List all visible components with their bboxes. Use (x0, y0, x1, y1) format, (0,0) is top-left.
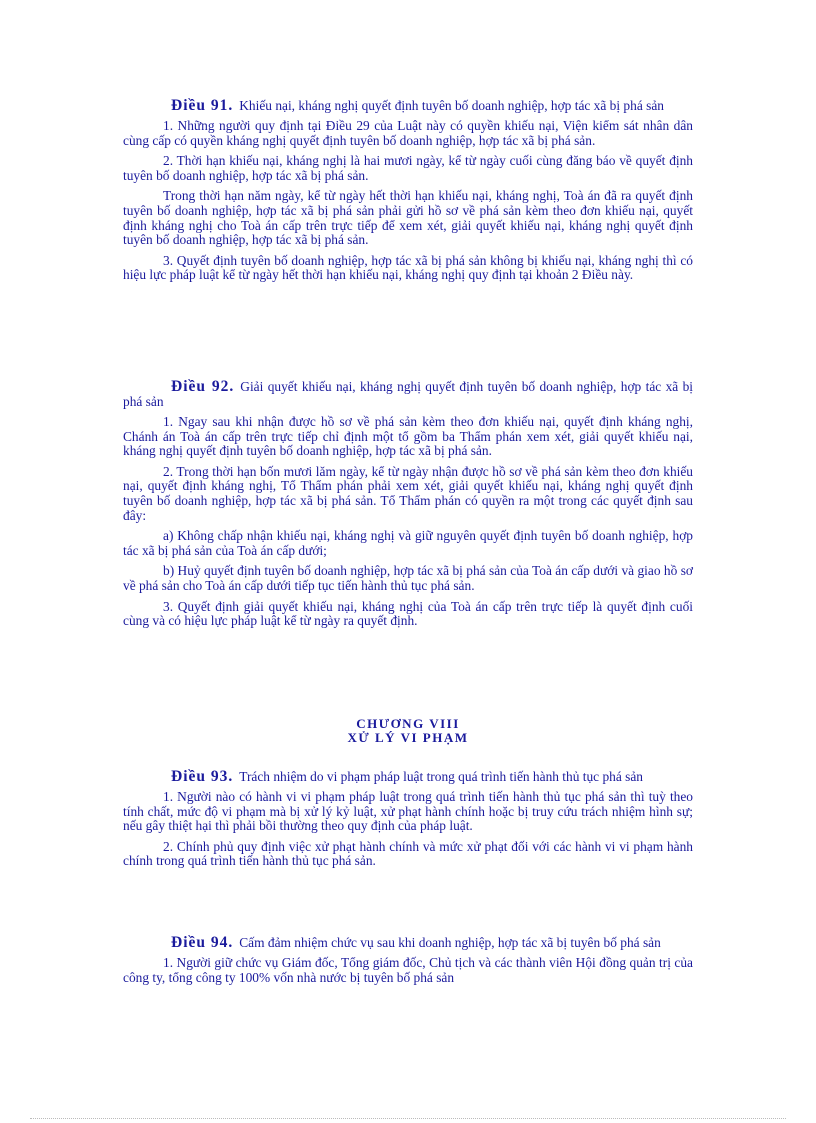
paragraph: 3. Quyết định giải quyết khiếu nại, kháng nghị của Toà án cấp trên trực tiếp là quyết định cuối cùng và có hiệu lực pháp luật kể từ ngày ra quyết định. (123, 598, 693, 629)
page-bottom-rule (30, 1118, 786, 1119)
article-title: Giải quyết khiếu nại, kháng nghị quyết định tuyên bố doanh nghiệp, hợp tác xã bị phá sản (123, 379, 694, 409)
article-title: Khiếu nại, kháng nghị quyết định tuyên bố doanh nghiệp, hợp tác xã bị phá sản (239, 98, 664, 113)
paragraph: b) Huỷ quyết định tuyên bố doanh nghiệp, hợp tác xã bị phá sản của Toà án cấp dưới và giao hồ sơ về phá sản cho Toà án cấp dưới tiếp tục tiến hành thủ tục phá sản. (123, 563, 693, 593)
article-number: Điều 92. (171, 378, 235, 395)
article-93 (123, 769, 693, 875)
chapter-name: XỬ LÝ VI PHẠM (347, 730, 469, 745)
article-91 (123, 98, 693, 289)
paragraph: 1. Người giữ chức vụ Giám đốc, Tổng giám đốc, Chủ tịch và các thành viên Hội đồng quản trị của công ty, tổng công ty 100% vốn nhà nước bị tuyên bố phá sản (123, 955, 693, 985)
paragraph: a) Không chấp nhận khiếu nại, kháng nghị và giữ nguyên quyết định tuyên bố doanh nghiệp, hợp tác xã bị phá sản của Toà án cấp dưới; (123, 528, 693, 558)
paragraph: Trong thời hạn năm ngày, kể từ ngày hết thời hạn khiếu nại, kháng nghị, Toà án đã ra quyết định tuyên bố doanh nghiệp, hợp tác xã bị phá sản phải gửi hồ sơ về phá sản kèm theo đơn khiếu nại, quyết định kháng nghị cho Toà án cấp trên trực tiếp để xem xét, giải quyết khiếu nại, kháng nghị quyết định tuyên bố doanh nghiệp, hợp tác xã bị phá sản. (123, 188, 693, 248)
article-heading (123, 769, 693, 784)
article-94 (123, 935, 693, 991)
chapter-title (123, 717, 693, 745)
chapter-number: CHƯƠNG VIII (356, 716, 460, 731)
paragraph: 1. Những người quy định tại Điều 29 của Luật này có quyền khiếu nại, Viện kiểm sát nhân dân cùng cấp có quyền kháng nghị quyết định tuyên bố doanh nghiệp, hợp tác xã bị phá sản. (123, 118, 693, 148)
article-title: Cấm đảm nhiệm chức vụ sau khi doanh nghiệp, hợp tác xã bị tuyên bố phá sản (239, 935, 661, 950)
article-number: Điều 93. (171, 768, 234, 785)
article-number: Điều 91. (171, 97, 234, 114)
paragraph: 1. Người nào có hành vi vi phạm pháp luật trong quá trình tiến hành thủ tục phá sản thì tuỳ theo tính chất, mức độ vi phạm mà bị xử lý kỷ luật, xử phạt hành chính hoặc bị truy cứu trách nhiệm hình sự; nếu gây thiệt hại thì phải bồi thường theo quy định của pháp luật. (123, 789, 693, 834)
paragraph: 2. Chính phủ quy định việc xử phạt hành chính và mức xử phạt đối với các hành vi vi phạm hành chính trong quá trình tiến hành thủ tục phá sản. (123, 838, 693, 869)
article-heading (123, 98, 693, 113)
article-92 (123, 379, 693, 635)
article-title: Trách nhiệm do vi phạm pháp luật trong quá trình tiến hành thủ tục phá sản (239, 769, 644, 784)
paragraph: 1. Ngay sau khi nhận được hồ sơ về phá sản kèm theo đơn khiếu nại, quyết định kháng nghị, Chánh án Toà án cấp trên trực tiếp chỉ định một tổ gồm ba Thẩm phán xem xét, giải quyết khiếu nại, kháng nghị quyết định tuyên bố doanh nghiệp, hợp tác xã bị phá sản. (123, 414, 693, 459)
article-heading (123, 935, 693, 950)
paragraph: 3. Quyết định tuyên bố doanh nghiệp, hợp tác xã bị phá sản không bị khiếu nại, kháng nghị thì có hiệu lực pháp luật kể từ ngày hết thời hạn khiếu nại, kháng nghị quy định tại khoản 2 Điều này. (123, 252, 693, 283)
paragraph: 2. Thời hạn khiếu nại, kháng nghị là hai mươi ngày, kể từ ngày cuối cùng đăng báo về quyết định tuyên bố doanh nghiệp, hợp tác xã bị phá sản. (123, 153, 693, 183)
article-heading (123, 379, 693, 409)
article-number: Điều 94. (171, 934, 234, 951)
paragraph: 2. Trong thời hạn bốn mươi lăm ngày, kể từ ngày nhận được hồ sơ về phá sản kèm theo đơn khiếu nại, quyết định kháng nghị, Tổ Thẩm phán phải xem xét, giải quyết khiếu nại, kháng nghị quyết định tuyên bố doanh nghiệp, hợp tác xã bị phá sản. Tổ Thẩm phán có quyền ra một trong các quyết định sau đây: (123, 463, 693, 523)
